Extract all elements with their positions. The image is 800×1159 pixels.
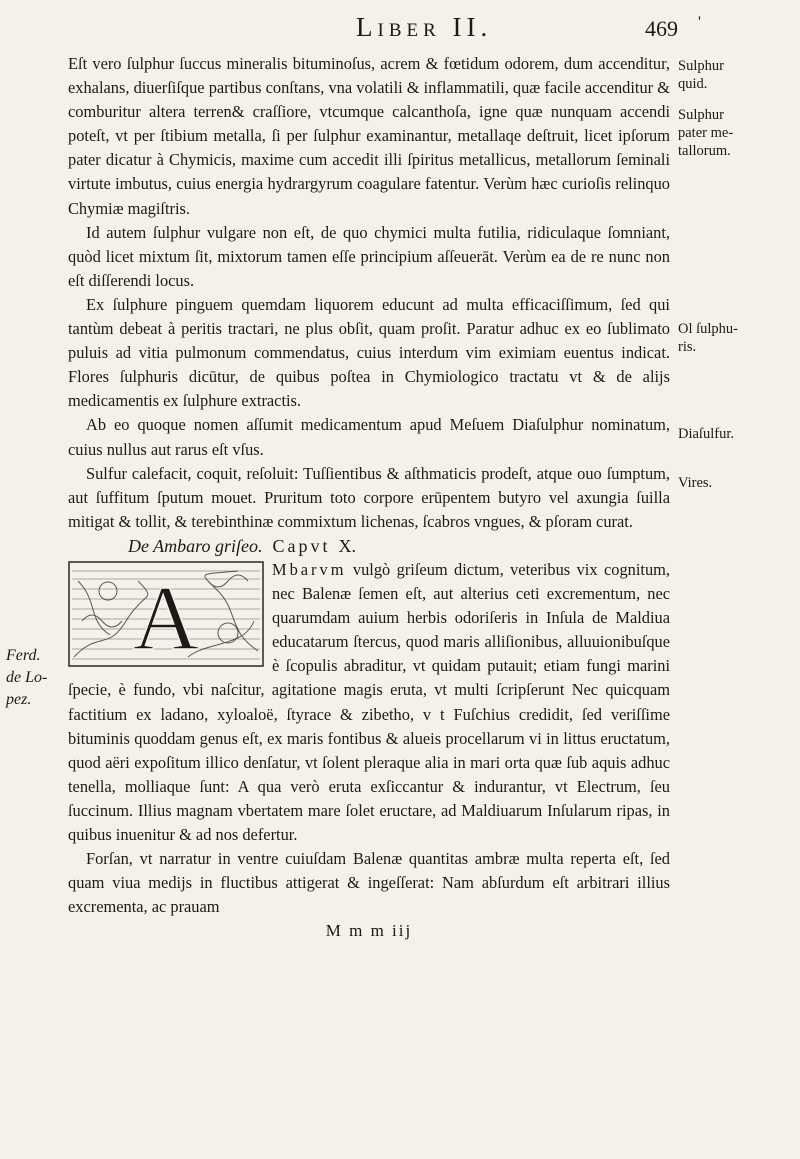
paragraph-sulfur-vires: Sulfur calefacit, coquit, reſoluit: Tuſſientibus & aſthmaticis prodeſt, atque ouo ſumptum, aut ſuffitum ſputum mouet. Pruritum toto corpore erūpentem butyro vel axungia ſuilla mitigat & tollit, & terebinthinæ commixtum lichenas, ſcabros vngues, & pſoram curat. (68, 463, 670, 531)
margin-note-line: pez. (6, 691, 32, 708)
svg-text:A: A (132, 566, 200, 667)
paragraph-sulphur-definition: Eſt vero ſulphur ſuccus mineralis bituminoſus, acrem & fœtidum odorem, dum accenditur, exhalans, diuerſiſque partibus conſtans, vna volatili & inflammatili, quæ facile accenditur & comburitur altera terren& craſſiore, vtcumque calcanthoſa, igne quæ nunquam accendi poteſt, vt per ſtibium metalla, ſi per ſulphur examinantur, metallaqe deſtruit, licet ipſorum pater dicatur à Chymicis, maxime cum accedit illi ſpiritus metallicus, metallorum ſeminali virtute imbutus, cuius energia hydrargyrum coagulare fatentur. Verùm hæc curioſis relinquo Chymiæ magiſtris. (68, 54, 670, 218)
margin-note-sulphur-quid (678, 57, 798, 93)
running-head-mark: ' (698, 14, 701, 31)
decorated-initial-a (68, 561, 264, 667)
margin-note-line: de Lo- (6, 669, 48, 686)
margin-note-line: pater me- (678, 125, 734, 141)
margin-note-line: Vires. (678, 475, 713, 491)
margin-note-ferd-de-lopez (6, 645, 68, 711)
chapter-heading (68, 534, 670, 558)
margin-note-diasulfur (678, 425, 798, 443)
margin-note-line: quid. (678, 76, 708, 92)
margin-note-line: Sulphur (678, 107, 724, 123)
chapter-number: X. (338, 535, 356, 556)
margin-note-sulphur-pater (678, 106, 798, 160)
margin-note-line: Sulphur (678, 58, 724, 74)
signature-mark: M m m iij (325, 921, 413, 941)
margin-note-ol-sulphuris (678, 320, 798, 356)
chapter-label: Capvt (272, 535, 331, 556)
paragraph-sulphur-vulgare: Id autem ſulphur vulgare non eſt, de quo chymici multa futilia, ridiculaque ſomniant, quòd licet mixtum ſit, mixtorum tamen eſſe principium aſſeuerāt. Verùm ea de re nunc non eſt diſſerendi locus. (68, 222, 670, 290)
running-head-title: Liber II. (356, 12, 493, 42)
margin-note-vires (678, 474, 798, 492)
main-text-block (68, 52, 670, 943)
margin-note-line: Ol ſulphu- (678, 321, 739, 337)
paragraph-ambarum (68, 558, 670, 847)
margin-note-line: tallorum. (678, 143, 731, 159)
paragraph-forsan: Forſan, vt narratur in ventre cuiuſdam Balenæ quantitas ambræ multa reperta eſt, ſed quam viua medijs in fluctibus attigerat & ingeſſerat: Nam abſurdum eſt arbitrari illius excrementa, ac prauam (68, 849, 670, 917)
running-head (0, 12, 800, 48)
margin-note-line: ris. (678, 339, 697, 355)
paragraph-diasulphur: Ab eo quoque nomen aſſumit medicamentum apud Meſuem Diaſulphur nominatum, cuius nullus aut rarus eſt vſus. (68, 415, 670, 459)
chapter-body-text: vulgò griſeum dictum, veteribus vix cognitum, nec Balenæ ſemen eſt, aut alterius ceti excrementum, nec quarumdam auium herbis odoriſeris in Inſula de Maldiua educatarum ſtercus, quod maris alliſionibus, alluuionibuſque è ſcopulis abraditur, vt quidam putauit; etiam fungi marini ſpecie, è fundo, vbi naſcitur, agitatione magis eruta, vt multi ſcripſerunt Nec quicquam factitium ex ladano, xyloaloë, ſtyrace & zibetho, v t Fuſchius credidit, ſed veriſſime bituminis quoddam genus eſt, ex maris fontibus & alueis procellarum vi in littus eructatum, quod aëri expoſitum illico denſatur, vt ſolent pleraque alia in mari orta quæ ſub aquis adhuc tenella, molliaque ſunt: A qua verò eruta exſiccantur & indurantur, vt Electrum, ſeu ſuccinum. Illius magnam vbertatem mare ſolet eructare, ad Maldiuarum Inſularum ripas, in quibus inuenitur & ad nos defertur. (68, 559, 670, 844)
ornamental-initial-icon (68, 561, 264, 667)
margin-note-line: Ferd. (6, 647, 41, 664)
page-number: 469 (645, 16, 678, 41)
chapter-first-word: Mbarvm (272, 559, 347, 579)
paragraph-sulphur-liquor: Ex ſulphure pinguem quemdam liquorem educunt ad multa efficaciſſimum, ſed qui tantùm debeat à peritis tractari, ne plus obſit, quam proſit. Paratur adhuc ex eo ſublimato puluis ad vitia pulmonum commendatus, cuius interdum vim eximiam euentus indicat. Flores ſulphuris dicūtur, de quibus poſtea in Chymiologico tractatu vt & de alijs medicamentis ex ſulphure extractis. (68, 294, 670, 411)
margin-note-line: Diaſulfur. (678, 426, 734, 442)
chapter-title: De Ambaro griſeo. (128, 535, 263, 556)
